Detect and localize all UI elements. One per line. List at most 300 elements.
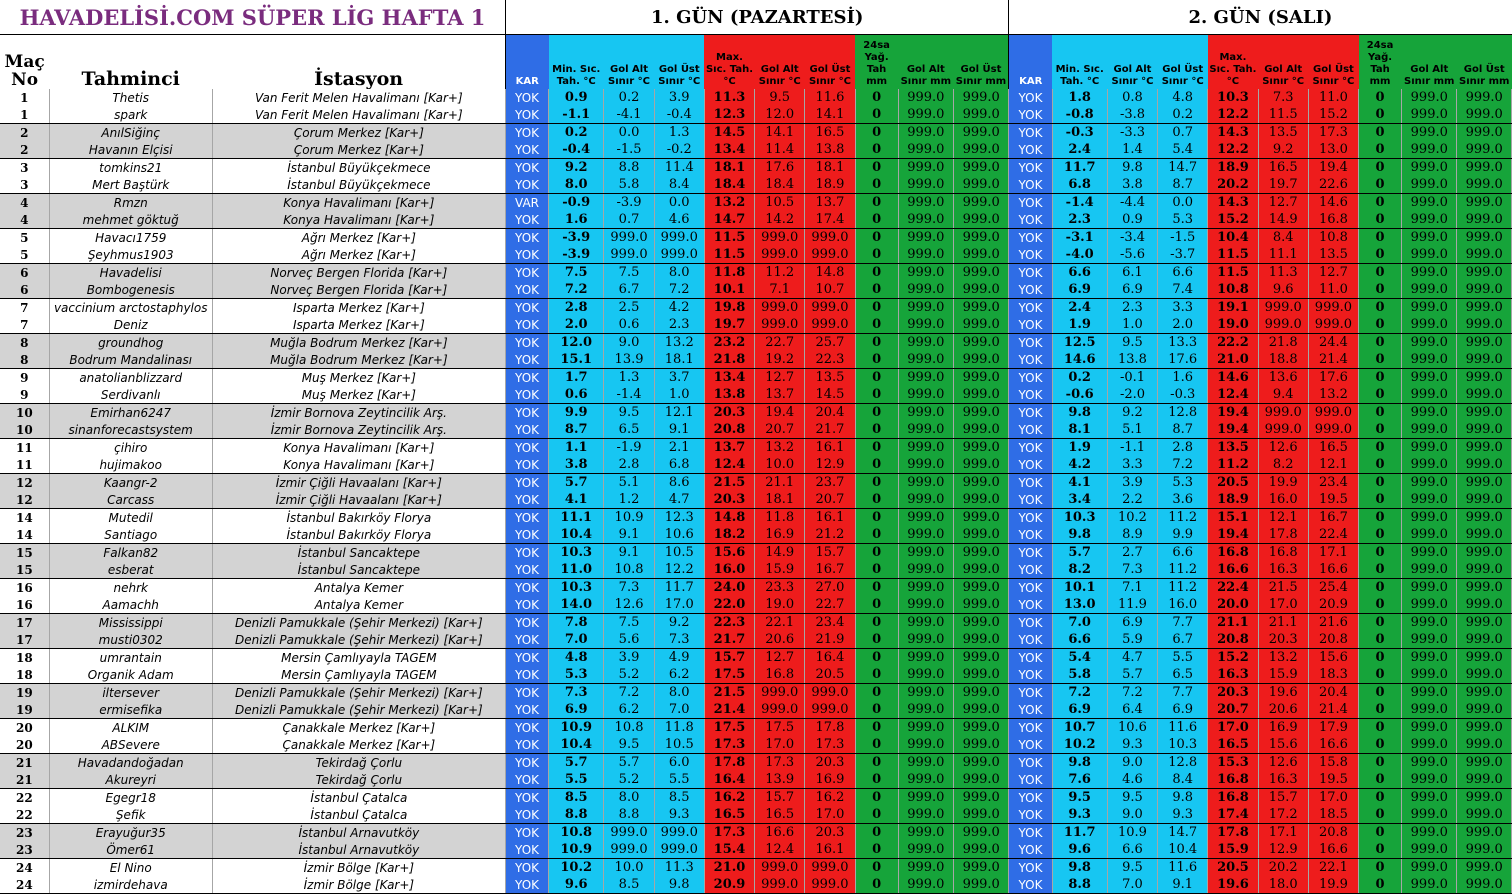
d2-precip: 0 [1359, 334, 1402, 352]
d1-gol-alt-mm: 999.0 [898, 789, 953, 807]
d2-gol-alt-mm: 999.0 [1402, 841, 1457, 859]
d2-precip: 0 [1359, 491, 1402, 509]
table-row [0, 229, 1512, 247]
d1-gol-ust-mm: 999.0 [954, 649, 1009, 667]
d2-min-temp: 11.7 [1052, 824, 1107, 842]
d1-gol-alt-min: 10.8 [604, 561, 654, 579]
d2-kar: YOK [1009, 211, 1052, 229]
header-gol-ust-mm-d1: Gol Üst Sınır mm [954, 35, 1009, 90]
d2-min-temp: 0.2 [1052, 369, 1107, 387]
d1-gol-ust-mm: 999.0 [954, 596, 1009, 614]
d2-gol-alt-max: 20.2 [1258, 859, 1308, 877]
table-row [0, 754, 1512, 772]
d2-max-temp: 11.5 [1208, 246, 1258, 264]
d2-kar: YOK [1009, 579, 1052, 597]
d2-gol-ust-max: 16.6 [1308, 841, 1358, 859]
d2-precip: 0 [1359, 176, 1402, 194]
d1-gol-ust-mm: 999.0 [954, 614, 1009, 632]
d2-gol-alt-mm: 999.0 [1402, 281, 1457, 299]
d1-gol-ust-mm: 999.0 [954, 421, 1009, 439]
d1-gol-alt-min: 2.8 [604, 456, 654, 474]
d1-kar: YOK [505, 841, 548, 859]
d1-min-temp: -1.1 [549, 106, 604, 124]
d2-precip: 0 [1359, 631, 1402, 649]
d1-min-temp: -0.4 [549, 141, 604, 159]
match-no: 8 [0, 334, 49, 352]
d1-gol-alt-max: 12.0 [755, 106, 805, 124]
d1-gol-ust-max: 21.7 [805, 421, 855, 439]
d1-min-temp: 10.9 [549, 841, 604, 859]
d2-gol-alt-max: 12.6 [1258, 754, 1308, 772]
d2-gol-alt-max: 18.0 [1258, 876, 1308, 894]
d1-gol-alt-min: 5.1 [604, 474, 654, 492]
d1-precip: 0 [855, 439, 898, 457]
d1-precip: 0 [855, 404, 898, 422]
d1-gol-ust-min: 999.0 [654, 246, 704, 264]
d1-max-temp: 15.6 [704, 544, 754, 562]
d1-gol-ust-max: 999.0 [805, 701, 855, 719]
d1-gol-alt-min: 1.3 [604, 369, 654, 387]
d2-gol-alt-max: 16.8 [1258, 544, 1308, 562]
forecaster-name: Carcass [49, 491, 212, 509]
d2-gol-alt-min: -2.0 [1107, 386, 1157, 404]
d2-gol-alt-mm: 999.0 [1402, 596, 1457, 614]
station-name: İzmir Bölge [Kar+] [212, 859, 505, 877]
table-row [0, 876, 1512, 894]
d2-precip: 0 [1359, 771, 1402, 789]
d1-gol-ust-mm: 999.0 [954, 246, 1009, 264]
table-row [0, 649, 1512, 667]
d1-min-temp: 2.8 [549, 299, 604, 317]
d2-min-temp: 12.5 [1052, 334, 1107, 352]
d1-gol-alt-max: 14.1 [755, 124, 805, 142]
table-row [0, 159, 1512, 177]
d1-gol-ust-max: 25.7 [805, 334, 855, 352]
d1-gol-ust-max: 16.4 [805, 649, 855, 667]
d2-gol-ust-max: 999.0 [1308, 299, 1358, 317]
d2-max-temp: 10.8 [1208, 281, 1258, 299]
d1-precip: 0 [855, 806, 898, 824]
table-row [0, 264, 1512, 282]
d1-gol-alt-min: 5.2 [604, 666, 654, 684]
d2-max-temp: 19.4 [1208, 404, 1258, 422]
d2-gol-ust-mm: 999.0 [1457, 421, 1512, 439]
d1-gol-alt-min: 2.5 [604, 299, 654, 317]
d1-gol-ust-mm: 999.0 [954, 316, 1009, 334]
d2-gol-alt-max: 17.8 [1258, 526, 1308, 544]
d2-max-temp: 15.1 [1208, 509, 1258, 527]
station-name: Denizli Pamukkale (Şehir Merkezi) [Kar+] [212, 701, 505, 719]
d1-kar: YOK [505, 334, 548, 352]
d1-gol-alt-mm: 999.0 [898, 194, 953, 212]
d1-kar: YOK [505, 509, 548, 527]
d2-precip: 0 [1359, 824, 1402, 842]
d2-gol-alt-min: 7.2 [1107, 684, 1157, 702]
d2-gol-ust-max: 999.0 [1308, 404, 1358, 422]
d2-gol-ust-min: 7.4 [1158, 281, 1208, 299]
d1-gol-alt-mm: 999.0 [898, 229, 953, 247]
d1-min-temp: 11.1 [549, 509, 604, 527]
d2-gol-ust-min: 6.5 [1158, 666, 1208, 684]
header-min-d1: Min. Sıc. Tah. °C [549, 35, 604, 90]
d1-precip: 0 [855, 264, 898, 282]
d1-precip: 0 [855, 789, 898, 807]
d2-gol-ust-mm: 999.0 [1457, 369, 1512, 387]
d1-max-temp: 11.8 [704, 264, 754, 282]
d1-gol-alt-max: 19.0 [755, 596, 805, 614]
d2-gol-alt-min: 5.7 [1107, 666, 1157, 684]
d2-gol-ust-mm: 999.0 [1457, 386, 1512, 404]
d2-min-temp: 10.2 [1052, 736, 1107, 754]
d1-gol-ust-min: 5.5 [654, 771, 704, 789]
forecaster-name: Erayuğur35 [49, 824, 212, 842]
d1-min-temp: 0.9 [549, 89, 604, 106]
forecaster-name: Rmzn [49, 194, 212, 212]
d1-max-temp: 21.8 [704, 351, 754, 369]
d2-gol-alt-max: 11.3 [1258, 264, 1308, 282]
d2-gol-alt-mm: 999.0 [1402, 824, 1457, 842]
d1-gol-alt-max: 23.3 [755, 579, 805, 597]
d1-gol-ust-mm: 999.0 [954, 684, 1009, 702]
d1-gol-alt-max: 20.6 [755, 631, 805, 649]
d1-gol-alt-min: 9.5 [604, 736, 654, 754]
d2-min-temp: 9.8 [1052, 526, 1107, 544]
d2-gol-ust-min: 2.8 [1158, 439, 1208, 457]
d2-gol-alt-min: -4.4 [1107, 194, 1157, 212]
table-row [0, 701, 1512, 719]
d2-min-temp: 1.9 [1052, 316, 1107, 334]
d1-min-temp: 10.9 [549, 719, 604, 737]
d1-gol-ust-max: 999.0 [805, 876, 855, 894]
d2-gol-ust-mm: 999.0 [1457, 159, 1512, 177]
d2-gol-ust-mm: 999.0 [1457, 719, 1512, 737]
d1-gol-ust-min: 12.2 [654, 561, 704, 579]
station-name: Norveç Bergen Florida [Kar+] [212, 281, 505, 299]
d2-gol-ust-max: 24.4 [1308, 334, 1358, 352]
d1-gol-ust-mm: 999.0 [954, 789, 1009, 807]
d1-gol-ust-mm: 999.0 [954, 491, 1009, 509]
d2-gol-ust-max: 16.7 [1308, 509, 1358, 527]
table-row [0, 141, 1512, 159]
d2-gol-ust-mm: 999.0 [1457, 789, 1512, 807]
match-no: 10 [0, 421, 49, 439]
d2-precip: 0 [1359, 141, 1402, 159]
d2-max-temp: 15.9 [1208, 841, 1258, 859]
d2-min-temp: 8.1 [1052, 421, 1107, 439]
d2-gol-alt-min: 9.0 [1107, 806, 1157, 824]
d2-gol-ust-mm: 999.0 [1457, 579, 1512, 597]
d1-gol-ust-mm: 999.0 [954, 771, 1009, 789]
d2-gol-alt-max: 15.9 [1258, 666, 1308, 684]
d1-precip: 0 [855, 736, 898, 754]
match-no: 10 [0, 404, 49, 422]
d1-min-temp: 14.0 [549, 596, 604, 614]
d2-gol-alt-min: 13.8 [1107, 351, 1157, 369]
station-name: İstanbul Sancaktepe [212, 561, 505, 579]
d2-gol-alt-min: 4.6 [1107, 771, 1157, 789]
d2-gol-alt-mm: 999.0 [1402, 719, 1457, 737]
d2-precip: 0 [1359, 789, 1402, 807]
d2-gol-ust-mm: 999.0 [1457, 859, 1512, 877]
d2-gol-alt-max: 13.2 [1258, 649, 1308, 667]
d1-gol-ust-mm: 999.0 [954, 509, 1009, 527]
match-no: 5 [0, 246, 49, 264]
station-name: Tekirdağ Çorlu [212, 771, 505, 789]
d1-kar: YOK [505, 561, 548, 579]
station-name: Ağrı Merkez [Kar+] [212, 229, 505, 247]
d2-gol-alt-mm: 999.0 [1402, 439, 1457, 457]
header-gol-alt-mm-d2: Gol Alt Sınır mm [1402, 35, 1457, 90]
station-name: Muğla Bodrum Merkez [Kar+] [212, 351, 505, 369]
d2-gol-alt-min: 2.7 [1107, 544, 1157, 562]
d2-kar: YOK [1009, 614, 1052, 632]
forecaster-name: hujimakoo [49, 456, 212, 474]
d1-gol-alt-max: 10.5 [755, 194, 805, 212]
d2-gol-alt-min: 10.9 [1107, 824, 1157, 842]
header-gol-ust-max-d2: Gol Üst Sınır °C [1308, 35, 1358, 90]
d2-min-temp: 11.7 [1052, 159, 1107, 177]
d1-gol-alt-mm: 999.0 [898, 526, 953, 544]
d1-gol-alt-max: 15.9 [755, 561, 805, 579]
d2-gol-ust-min: 9.3 [1158, 806, 1208, 824]
match-no: 16 [0, 596, 49, 614]
table-row [0, 351, 1512, 369]
d1-gol-alt-max: 999.0 [755, 229, 805, 247]
d2-min-temp: 6.6 [1052, 264, 1107, 282]
d1-precip: 0 [855, 281, 898, 299]
d1-gol-ust-mm: 999.0 [954, 229, 1009, 247]
d2-max-temp: 20.2 [1208, 176, 1258, 194]
d1-gol-alt-max: 12.7 [755, 369, 805, 387]
d1-gol-ust-min: 4.2 [654, 299, 704, 317]
d1-min-temp: -0.9 [549, 194, 604, 212]
d1-gol-ust-max: 999.0 [805, 859, 855, 877]
d2-gol-ust-max: 19.9 [1308, 876, 1358, 894]
d1-gol-alt-mm: 999.0 [898, 299, 953, 317]
d2-kar: YOK [1009, 404, 1052, 422]
d2-gol-ust-max: 16.6 [1308, 561, 1358, 579]
d1-gol-ust-max: 20.7 [805, 491, 855, 509]
d1-precip: 0 [855, 299, 898, 317]
d1-gol-ust-mm: 999.0 [954, 439, 1009, 457]
d1-gol-ust-min: 8.6 [654, 474, 704, 492]
d1-kar: YOK [505, 106, 548, 124]
forecaster-name: vaccinium arctostaphylos [49, 299, 212, 317]
d2-min-temp: 2.4 [1052, 299, 1107, 317]
d1-gol-alt-max: 18.4 [755, 176, 805, 194]
d1-precip: 0 [855, 684, 898, 702]
d1-kar: YOK [505, 229, 548, 247]
table-row [0, 456, 1512, 474]
forecaster-name: anatolianblizzard [49, 369, 212, 387]
d1-precip: 0 [855, 491, 898, 509]
d1-gol-ust-max: 20.3 [805, 754, 855, 772]
d2-gol-ust-min: 4.8 [1158, 89, 1208, 106]
station-name: İzmir Bornova Zeytincilik Arş. [212, 404, 505, 422]
station-name: Muş Merkez [Kar+] [212, 369, 505, 387]
d2-precip: 0 [1359, 89, 1402, 106]
d2-precip: 0 [1359, 596, 1402, 614]
d2-gol-ust-mm: 999.0 [1457, 561, 1512, 579]
d2-gol-ust-max: 999.0 [1308, 316, 1358, 334]
d1-gol-ust-min: 4.6 [654, 211, 704, 229]
d1-gol-ust-mm: 999.0 [954, 544, 1009, 562]
d2-gol-alt-mm: 999.0 [1402, 334, 1457, 352]
d2-gol-alt-mm: 999.0 [1402, 106, 1457, 124]
station-name: Denizli Pamukkale (Şehir Merkezi) [Kar+] [212, 684, 505, 702]
d1-kar: YOK [505, 491, 548, 509]
d2-gol-ust-min: 7.7 [1158, 614, 1208, 632]
d2-gol-alt-max: 12.9 [1258, 841, 1308, 859]
d1-max-temp: 21.5 [704, 474, 754, 492]
d2-max-temp: 20.5 [1208, 859, 1258, 877]
station-name: İstanbul Arnavutköy [212, 841, 505, 859]
d2-max-temp: 13.5 [1208, 439, 1258, 457]
d1-gol-alt-min: 12.6 [604, 596, 654, 614]
d2-gol-alt-mm: 999.0 [1402, 631, 1457, 649]
d2-min-temp: 5.8 [1052, 666, 1107, 684]
d2-gol-alt-mm: 999.0 [1402, 579, 1457, 597]
d2-precip: 0 [1359, 614, 1402, 632]
d2-gol-alt-mm: 999.0 [1402, 421, 1457, 439]
d1-min-temp: 10.8 [549, 824, 604, 842]
d1-gol-ust-max: 18.9 [805, 176, 855, 194]
d2-gol-alt-mm: 999.0 [1402, 509, 1457, 527]
d2-gol-ust-mm: 999.0 [1457, 649, 1512, 667]
d1-precip: 0 [855, 176, 898, 194]
table-row [0, 194, 1512, 212]
d1-gol-alt-max: 21.1 [755, 474, 805, 492]
d2-min-temp: 9.3 [1052, 806, 1107, 824]
d1-min-temp: 9.9 [549, 404, 604, 422]
d1-precip: 0 [855, 386, 898, 404]
forecaster-name: Deniz [49, 316, 212, 334]
d1-gol-alt-max: 7.1 [755, 281, 805, 299]
d2-min-temp: 5.7 [1052, 544, 1107, 562]
d1-kar: YOK [505, 386, 548, 404]
d1-precip: 0 [855, 719, 898, 737]
d1-gol-alt-min: -1.5 [604, 141, 654, 159]
d2-gol-ust-max: 11.0 [1308, 281, 1358, 299]
station-name: Isparta Merkez [Kar+] [212, 316, 505, 334]
d2-gol-ust-min: 6.9 [1158, 701, 1208, 719]
d2-gol-alt-max: 21.5 [1258, 579, 1308, 597]
header-max-d1: Max. Sıc. Tah. °C [704, 35, 754, 90]
d2-gol-alt-max: 13.5 [1258, 124, 1308, 142]
d1-gol-alt-max: 999.0 [755, 246, 805, 264]
d2-gol-ust-mm: 999.0 [1457, 684, 1512, 702]
match-no: 22 [0, 806, 49, 824]
station-name: Mersin Çamlıyayla TAGEM [212, 666, 505, 684]
forecaster-name: nehrk [49, 579, 212, 597]
d1-gol-alt-min: 6.5 [604, 421, 654, 439]
d2-max-temp: 20.0 [1208, 596, 1258, 614]
d1-kar: YOK [505, 736, 548, 754]
d2-kar: YOK [1009, 544, 1052, 562]
d1-gol-ust-min: 3.7 [654, 369, 704, 387]
d2-gol-ust-min: 3.3 [1158, 299, 1208, 317]
d1-gol-alt-max: 17.0 [755, 736, 805, 754]
d2-precip: 0 [1359, 736, 1402, 754]
d1-gol-alt-min: 8.8 [604, 806, 654, 824]
station-name: Mersin Çamlıyayla TAGEM [212, 649, 505, 667]
d2-gol-alt-max: 999.0 [1258, 316, 1308, 334]
d2-min-temp: 9.8 [1052, 859, 1107, 877]
match-no: 18 [0, 649, 49, 667]
d1-gol-ust-mm: 999.0 [954, 631, 1009, 649]
d1-gol-alt-min: -1.4 [604, 386, 654, 404]
d1-gol-ust-max: 13.7 [805, 194, 855, 212]
d1-precip: 0 [855, 824, 898, 842]
d2-gol-ust-mm: 999.0 [1457, 596, 1512, 614]
table-row [0, 421, 1512, 439]
d1-kar: YOK [505, 596, 548, 614]
d1-precip: 0 [855, 194, 898, 212]
d2-precip: 0 [1359, 159, 1402, 177]
d2-gol-alt-min: 11.9 [1107, 596, 1157, 614]
d1-gol-ust-mm: 999.0 [954, 334, 1009, 352]
d1-gol-ust-min: 12.1 [654, 404, 704, 422]
d1-gol-alt-min: -4.1 [604, 106, 654, 124]
d2-gol-alt-min: 10.2 [1107, 509, 1157, 527]
d1-gol-ust-max: 16.9 [805, 771, 855, 789]
d1-max-temp: 16.5 [704, 806, 754, 824]
header-gol-ust-c-d1: Gol Üst Sınır °C [654, 35, 704, 90]
d1-gol-alt-min: 7.2 [604, 684, 654, 702]
d2-min-temp: 6.9 [1052, 281, 1107, 299]
d2-gol-ust-min: 14.7 [1158, 159, 1208, 177]
table-row [0, 316, 1512, 334]
d2-max-temp: 20.3 [1208, 684, 1258, 702]
d1-kar: YOK [505, 264, 548, 282]
forecaster-name: Ömer61 [49, 841, 212, 859]
d1-gol-alt-mm: 999.0 [898, 806, 953, 824]
match-no: 23 [0, 841, 49, 859]
d2-kar: YOK [1009, 89, 1052, 106]
station-name: Çanakkale Merkez [Kar+] [212, 736, 505, 754]
d1-gol-ust-min: -0.4 [654, 106, 704, 124]
forecaster-name: Mert Baştürk [49, 176, 212, 194]
match-no: 16 [0, 579, 49, 597]
d1-gol-ust-mm: 999.0 [954, 859, 1009, 877]
d1-gol-ust-min: 10.6 [654, 526, 704, 544]
table-row [0, 246, 1512, 264]
d1-gol-alt-mm: 999.0 [898, 859, 953, 877]
d2-gol-alt-max: 999.0 [1258, 404, 1308, 422]
d2-gol-ust-max: 15.8 [1308, 754, 1358, 772]
d2-precip: 0 [1359, 299, 1402, 317]
d1-max-temp: 13.4 [704, 141, 754, 159]
d2-max-temp: 14.3 [1208, 124, 1258, 142]
table-row [0, 334, 1512, 352]
d2-kar: YOK [1009, 824, 1052, 842]
d1-gol-ust-mm: 999.0 [954, 736, 1009, 754]
d1-gol-alt-min: 6.2 [604, 701, 654, 719]
d1-gol-ust-max: 15.7 [805, 544, 855, 562]
d1-kar: YOK [505, 369, 548, 387]
d1-precip: 0 [855, 649, 898, 667]
d2-gol-ust-mm: 999.0 [1457, 439, 1512, 457]
d1-gol-ust-mm: 999.0 [954, 841, 1009, 859]
d1-gol-ust-max: 21.2 [805, 526, 855, 544]
d1-max-temp: 14.8 [704, 509, 754, 527]
d1-gol-ust-mm: 999.0 [954, 194, 1009, 212]
d2-min-temp: 4.2 [1052, 456, 1107, 474]
d1-gol-alt-mm: 999.0 [898, 771, 953, 789]
match-no: 17 [0, 631, 49, 649]
d2-gol-alt-min: 6.9 [1107, 281, 1157, 299]
d2-gol-alt-max: 999.0 [1258, 421, 1308, 439]
